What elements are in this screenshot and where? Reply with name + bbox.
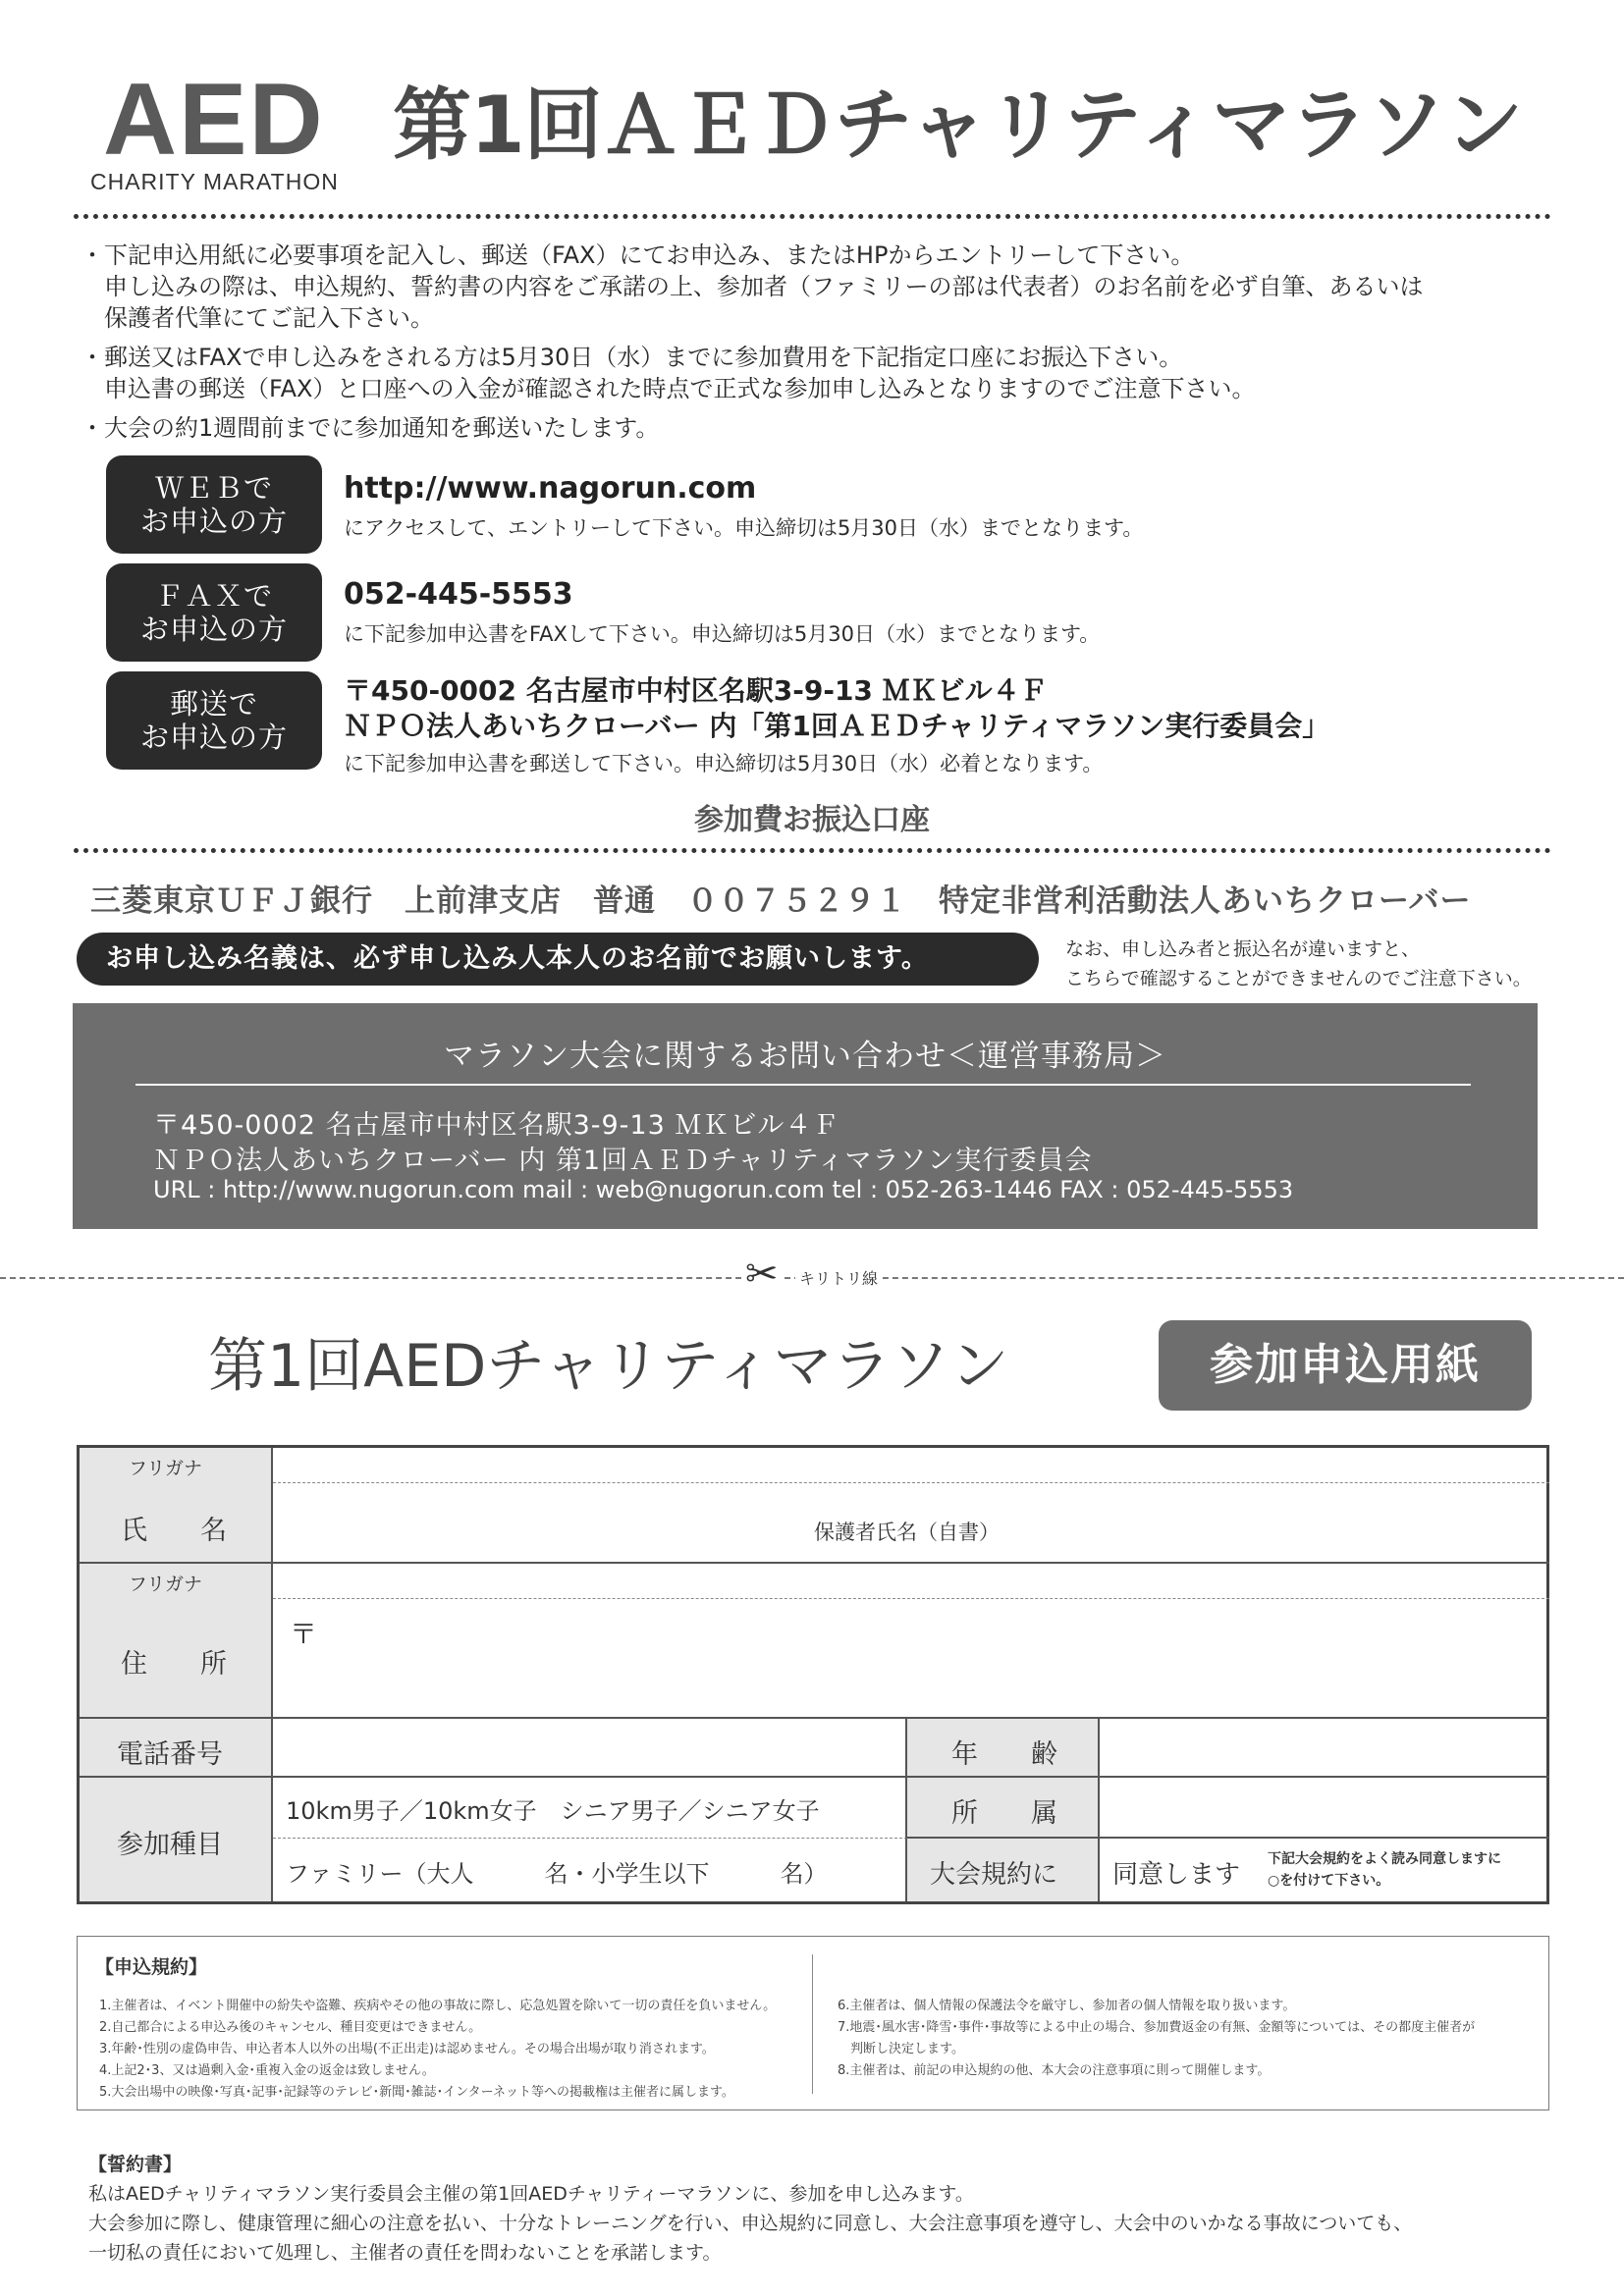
note-line-2: 申し込みの際は、申込規約、誓約書の内容をご承諾の上、参加者（ファミリーの部は代表者）のお名前を必ず自筆、あるいは <box>81 273 1424 300</box>
fax-method-label-2: お申込の方 <box>139 613 288 646</box>
contact-address: 〒450-0002 名古屋市中村区名駅3-9-13 ＭＫビル４Ｆ <box>153 1110 840 1141</box>
guardian-note: 保護者氏名（自書） <box>814 1521 1000 1544</box>
web-method-label-2: お申込の方 <box>139 505 288 538</box>
bank-name-banner: お申し込み名義は、必ず申し込み人本人のお名前でお願いします。 <box>77 933 1039 986</box>
bank-note-line-2: こちらで確認することができませんのでご注意下さい。 <box>1065 968 1532 989</box>
contact-organization: ＮＰＯ法人あいちクローバー 内 第1回ＡＥＤチャリティマラソン実行委員会 <box>153 1146 1093 1176</box>
form-title: 第1回AEDチャリティマラソン <box>208 1332 1009 1401</box>
agree-note-2: ○を付けて下さい。 <box>1268 1873 1390 1889</box>
contact-panel <box>73 1003 1538 1229</box>
phone-input[interactable] <box>273 1719 907 1778</box>
note-line-6: ・大会の約1週間前までに参加通知を郵送いたします。 <box>81 414 660 442</box>
page-title: 第1回ＡＥＤチャリティマラソン <box>393 80 1523 171</box>
rule-7: 7.地震･風水害･降雪･事件･事故等による中止の場合、参加費返金の有無、金額等については、その都度主催者が <box>838 2020 1476 2035</box>
logo-subtitle: CHARITY MARATHON <box>90 169 339 194</box>
furigana-name-input[interactable] <box>273 1448 1549 1483</box>
furigana-address-label: フリガナ <box>129 1574 203 1595</box>
furigana-address-input[interactable] <box>273 1564 1549 1599</box>
note-line-5: 申込書の郵送（FAX）と口座への入金が確認された時点で正式な参加申し込みとなりますのでご注意下さい。 <box>81 375 1256 402</box>
pledge-line-2: 大会参加に際し、健康管理に細心の注意を払い、十分なトレーニングを行い、申込規約に同意し、大会注意事項を遵守し、大会中のいかなる事故についても、 <box>88 2213 1413 2234</box>
web-method-desc: にアクセスして、エントリーして下さい。申込締切は5月30日（水）までとなります。 <box>344 516 1144 540</box>
note-line-3: 保護者代筆にてご記入下さい。 <box>81 304 434 332</box>
rule-6: 6.主催者は、個人情報の保護法令を厳守し、参加者の個人情報を取り扱います。 <box>838 1999 1296 2013</box>
category-label: 参加種目 <box>117 1830 223 1860</box>
fax-method-desc: に下記参加申込書をFAXして下さい。申込締切は5月30日（水）までとなります。 <box>344 622 1101 646</box>
mail-address-2: ＮＰＯ法人あいちクローバー 内「第1回ＡＥＤチャリティマラソン実行委員会」 <box>344 710 1330 742</box>
fax-method-label <box>106 563 322 662</box>
web-url-link[interactable]: http://www.nagorun.com <box>344 471 757 506</box>
note-line-1: ・下記申込用紙に必要事項を記入し、郵送（FAX）にてお申込み、またはHPからエントリーして下さい。 <box>81 241 1195 269</box>
mail-method-desc: に下記参加申込書を郵送して下さい。申込締切は5月30日（水）必着となります。 <box>344 752 1104 775</box>
bank-note-line-1: なお、申し込み者と振込名が違いますと、 <box>1065 938 1421 960</box>
rule-2: 2.自己都合による申込み後のキャンセル、種目変更はできません。 <box>99 2020 482 2035</box>
cut-line-label: キリトリ線 <box>795 1266 882 1289</box>
pledge-line-1: 私はAEDチャリティマラソン実行委員会主催の第1回AEDチャリティーマラソンに、参加を申し込みます。 <box>88 2183 974 2205</box>
category-options: 10km男子／10km女子 シニア男子／シニア女子 <box>286 1797 820 1825</box>
pledge-line-3: 一切私の責任において処理し、主催者の責任を問わないことを承諾します。 <box>88 2242 722 2264</box>
application-form <box>77 1445 1549 1904</box>
rules-label: 大会規約に <box>930 1860 1058 1890</box>
address-input[interactable] <box>273 1599 1549 1719</box>
mail-method-label-2: お申込の方 <box>139 721 288 754</box>
rule-5: 5.大会出場中の映像･写真･記事･記録等のテレビ･新聞･雑誌･インターネット等への掲載権は主催者に属します。 <box>99 2085 734 2100</box>
dotted-divider-bank <box>74 848 1551 853</box>
fax-method-label-1: ＦＡＸで <box>154 579 273 613</box>
note-line-4: ・郵送又はFAXで申し込みをされる方は5月30日（水）までに参加費用を下記指定口座にお振込下さい。 <box>81 344 1183 371</box>
rule-7-cont: 判断し決定します。 <box>838 2042 964 2056</box>
rule-8: 8.主催者は、前記の申込規約の他、本大会の注意事項に則って開催します。 <box>838 2063 1271 2078</box>
address-label: 住 所 <box>121 1649 227 1680</box>
rules-divider <box>812 1954 813 2094</box>
rules-title: 【申込規約】 <box>95 1956 208 1978</box>
bank-account: 三菱東京ＵＦＪ銀行 上前津支店 普通 ００７５２９１ 特定非営利活動法人あいちクローバー <box>90 883 1472 919</box>
application-rules <box>77 1936 1549 2110</box>
contact-details: URL : http://www.nugorun.com mail : web@nugorun.com tel : 052-263-1446 FAX : 052-445-5553 <box>153 1176 1294 1203</box>
affiliation-label: 所 属 <box>951 1798 1057 1829</box>
agree-label[interactable]: 同意します <box>1112 1860 1241 1890</box>
web-method-label <box>106 455 322 554</box>
logo-aed: AED <box>103 63 325 177</box>
form-badge: 参加申込用紙 <box>1159 1320 1532 1411</box>
web-method-label-1: ＷＥＢで <box>154 471 273 505</box>
fax-number: 052-445-5553 <box>344 577 573 612</box>
mail-method-label-1: 郵送で <box>169 687 258 721</box>
age-input[interactable] <box>1100 1719 1549 1778</box>
scissors-icon: ✂ <box>741 1255 783 1294</box>
family-options: ファミリー（大人 名・小学生以下 名） <box>286 1860 828 1888</box>
agree-note-1: 下記大会規約をよく読み同意しますに <box>1268 1851 1501 1867</box>
rule-1: 1.主催者は、イベント開催中の紛失や盗難、疾病やその他の事故に際し、応急処置を除いて一切の責任を負いません。 <box>99 1999 777 2013</box>
mail-method-label <box>106 671 322 770</box>
pledge-title: 【誓約書】 <box>88 2154 183 2175</box>
contact-title: マラソン大会に関するお問い合わせ＜運営事務局＞ <box>444 1039 1166 1074</box>
affiliation-input[interactable] <box>1100 1778 1549 1839</box>
rule-4: 4.上記2･3、又は過剰入金･重複入金の返金は致しません。 <box>99 2063 435 2078</box>
bank-heading: 参加費お振込口座 <box>694 803 930 837</box>
furigana-name-label: フリガナ <box>129 1458 203 1479</box>
dotted-divider-top <box>74 214 1551 219</box>
rule-3: 3.年齢･性別の虚偽申告、申込者本人以外の出場(不正出走)は認めません。その場合出場が取り消されます。 <box>99 2042 715 2056</box>
bank-note <box>1065 934 1532 993</box>
contact-rule <box>135 1084 1471 1086</box>
postal-mark: 〒 <box>290 1618 318 1650</box>
mail-address-1: 〒450-0002 名古屋市中村区名駅3-9-13 ＭＫビル４Ｆ <box>344 674 1048 707</box>
name-label: 氏 名 <box>121 1516 227 1546</box>
phone-label: 電話番号 <box>117 1739 223 1770</box>
age-label: 年 齢 <box>951 1739 1057 1770</box>
